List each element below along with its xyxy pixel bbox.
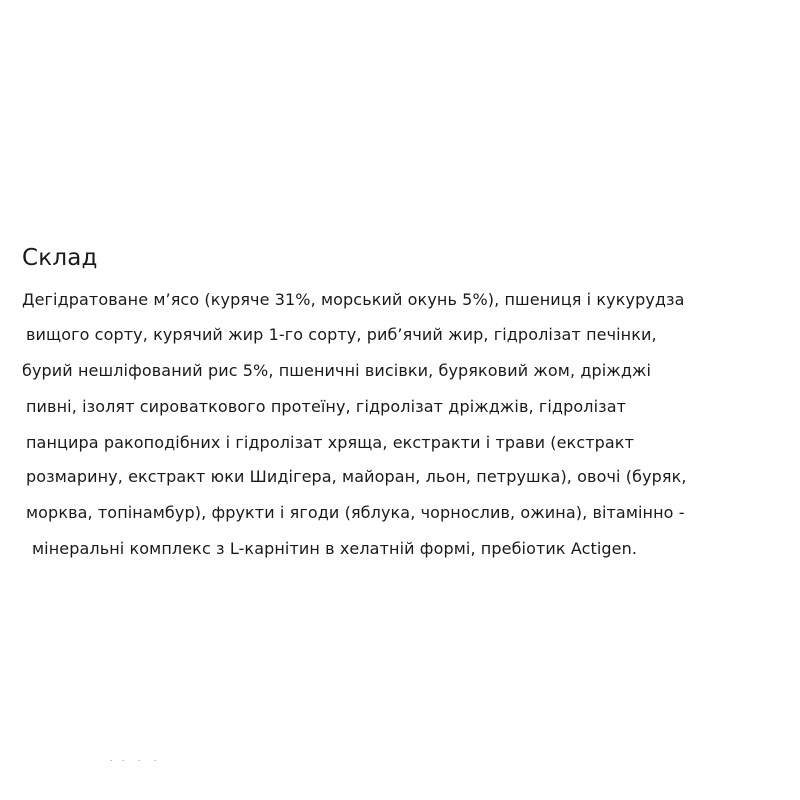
section-heading: Склад <box>22 245 98 271</box>
scan-specks <box>110 758 170 764</box>
composition-line: Дегідратоване м’ясо (куряче 31%, морський окунь 5%), пшениця і кукурудза <box>22 290 685 309</box>
composition-line: мінеральні комплекс з L-карнітин в хелатній формі, пребіотик Actigen. <box>32 539 638 558</box>
composition-line: пивні, ізолят сироваткового протеїну, гідролізат дріжджів, гідролізат <box>26 397 627 416</box>
composition-line: вищого сорту, курячий жир 1-го сорту, риб’ячий жир, гідролізат печінки, <box>26 325 657 344</box>
speck <box>122 760 124 761</box>
composition-line: панцира ракоподібних і гідролізат хряща, екстракти і трави (екстракт <box>26 433 634 452</box>
speck <box>138 760 140 761</box>
composition-line: розмарину, екстракт юки Шидігера, майоран, льон, петрушка), овочі (буряк, <box>26 467 687 486</box>
composition-line: морква, топінамбур), фрукти і ягоди (яблука, чорнослив, ожина), вітамінно - <box>26 503 685 522</box>
speck <box>110 760 112 761</box>
speck <box>154 760 156 761</box>
composition-line: бурий нешліфований рис 5%, пшеничні висівки, буряковий жом, дріжджі <box>22 361 652 380</box>
